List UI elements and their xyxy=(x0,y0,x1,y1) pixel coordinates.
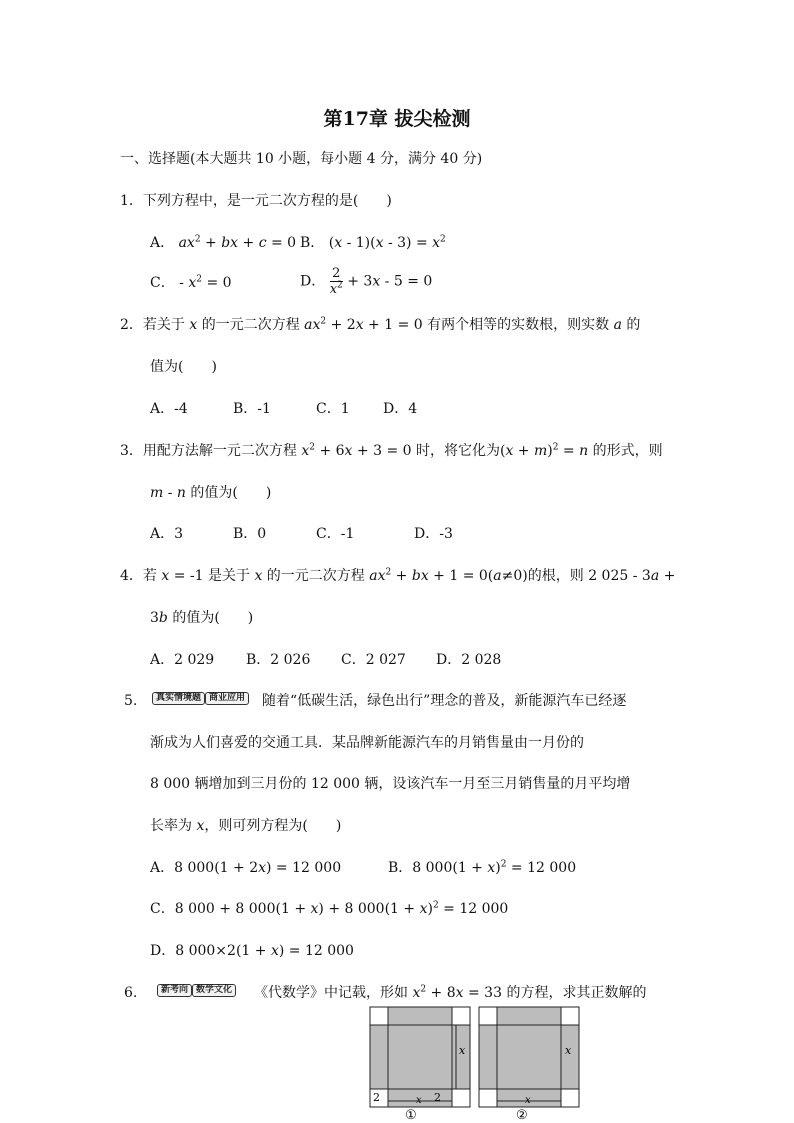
q1-option-a-label: A． xyxy=(150,235,175,251)
page-title: 第17章 拔尖检测 xyxy=(323,108,471,130)
q1-option-c-label: C． xyxy=(150,275,175,291)
q3-option-c[interactable]: C．-1 xyxy=(316,526,355,542)
q2-line2: 值为( ) xyxy=(150,359,217,375)
q5-option-a[interactable]: A．8 000(1 + 2x) = 12 000 xyxy=(150,860,342,876)
q1-option-d[interactable]: D． $\frac{2}{x^2}$ + 3x - 5 = 0 xyxy=(300,266,433,297)
q6-figures xyxy=(360,1003,600,1123)
tag-math-culture: 数学文化 xyxy=(192,984,236,997)
q3-option-b[interactable]: B．0 xyxy=(233,526,267,542)
q5-tags xyxy=(152,691,249,705)
q4-option-d[interactable]: D．2 028 xyxy=(436,652,502,668)
q5-line4: 长率为 x，则可列方程为( ) xyxy=(150,818,342,834)
q2-stem: 2．若关于 x 的一元二次方程 $ax^2 + 2x + 1 = 0$ 有两个相等的实数根，则实数 a 的 xyxy=(120,316,641,333)
q4-line2: 3b 的值为( ) xyxy=(150,610,254,626)
q5-option-d[interactable]: D．8 000×2(1 + x) = 12 000 xyxy=(150,943,354,959)
q3-option-a[interactable]: A．3 xyxy=(150,526,184,542)
svg-text:2: 2 xyxy=(373,1091,380,1104)
svg-text:x: x xyxy=(459,1044,466,1057)
svg-text:②: ② xyxy=(516,1108,528,1123)
svg-text:x: x xyxy=(525,1095,531,1106)
q6-tags xyxy=(157,983,236,997)
q5-option-c[interactable]: C．8 000 + 8 000(1 + x) + 8 $000(1 + x)^2 = 12$ 000 xyxy=(150,900,509,917)
q5-option-b[interactable]: B．8 $000(1 + x)^2 = 12$ 000 xyxy=(388,859,577,876)
figure-1 xyxy=(370,1007,470,1123)
q1-option-a[interactable]: A． $ax^2$ + bx + c = 0 xyxy=(150,234,297,251)
fraction: $\frac{2}{x^2}$ xyxy=(329,266,343,297)
tag-business: 商业应用 xyxy=(205,692,249,705)
q4-stem: 4．若 x = -1 是关于 x 的一元二次方程 $ax^2$ + bx + 1 = 0(a≠0)的根，则 2 025 - 3a + xyxy=(120,567,676,584)
q2-option-b[interactable]: B．-1 xyxy=(233,401,271,417)
q4-option-a[interactable]: A．2 029 xyxy=(150,652,215,668)
tag-real-context: 真实情境题 xyxy=(152,692,205,705)
q3-stem: 3．用配方法解一元二次方程 $x^2 + 6x + 3 = 0$ 时，将它化为$(x + m)^2 = n$ 的形式，则 xyxy=(120,442,663,459)
tag-new-direction: 新考向 xyxy=(157,984,192,997)
svg-text:x: x xyxy=(416,1095,422,1106)
q6-line1: 《代数学》中记载，形如 $x^2 + 8x = 33$ 的方程，求其正数解的 xyxy=(254,984,647,1001)
q5-number: 5. xyxy=(124,693,138,709)
q5-line1: 随着“低碳生活，绿色出行”理念的普及，新能源汽车已经逐 xyxy=(262,693,627,709)
q4-option-c[interactable]: C．2 027 xyxy=(341,652,406,668)
q6-number: 6. xyxy=(124,985,138,1001)
q2-option-d[interactable]: D．4 xyxy=(383,401,418,417)
q1-option-b[interactable]: B． $(x - 1)(x - 3) = x^2$ xyxy=(300,234,446,251)
svg-text:2: 2 xyxy=(434,1091,441,1104)
q3-line2: m - n 的值为( ) xyxy=(150,485,272,501)
q2-option-c[interactable]: C．1 xyxy=(316,401,350,417)
q5-line2: 渐成为人们喜爱的交通工具．某品牌新能源汽车的月销售量由一月份的 xyxy=(150,735,584,751)
q1-option-c[interactable]: C． - $x^2 = 0$ xyxy=(150,274,232,291)
figure-2 xyxy=(479,1007,579,1123)
q4-option-b[interactable]: B．2 026 xyxy=(246,652,311,668)
svg-text:①: ① xyxy=(405,1108,417,1123)
section-header: 一、选择题(本大题共 10 小题，每小题 4 分，满分 40 分) xyxy=(120,151,483,167)
q3-option-d[interactable]: D．-3 xyxy=(414,526,453,542)
q1-stem: 1．下列方程中，是一元二次方程的是( ) xyxy=(120,193,392,209)
q5-line3: 8 000 辆增加到三月份的 12 000 辆，设该汽车一月至三月销售量的月平均增 xyxy=(150,776,631,792)
svg-text:x: x xyxy=(565,1044,572,1057)
q1-option-b-label: B． xyxy=(300,235,325,251)
q1-option-d-label: D． xyxy=(300,273,326,290)
q2-option-a[interactable]: A．-4 xyxy=(150,401,188,417)
